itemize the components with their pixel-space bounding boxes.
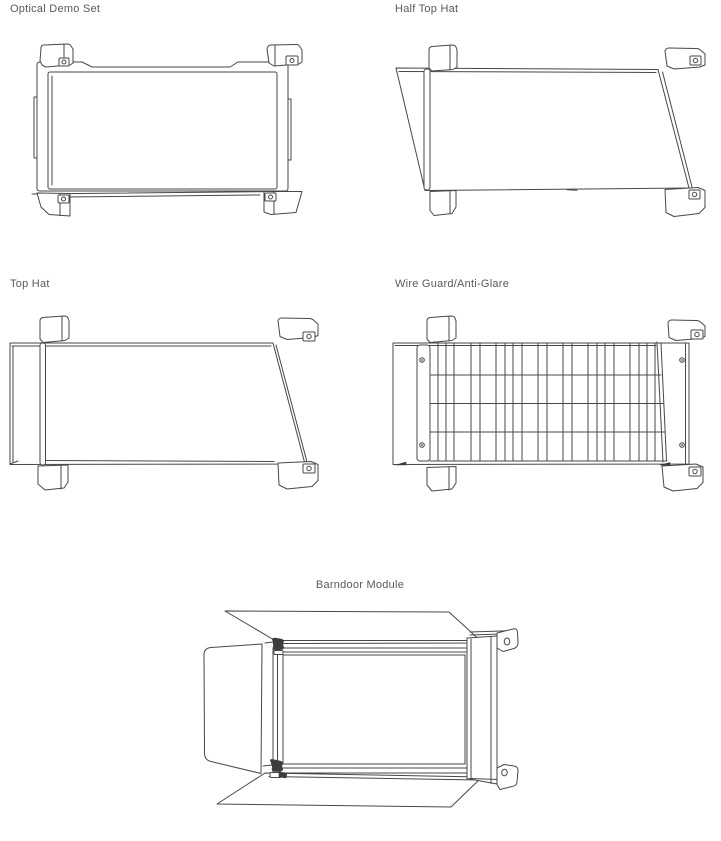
barndoor-module-drawing: [195, 596, 535, 836]
figure-barndoor-module: [0, 570, 721, 841]
figure-wire-guard: [380, 270, 721, 510]
figure-label-half-top-hat: Half Top Hat: [395, 3, 459, 15]
figure-label-wire-guard: Wire Guard/Anti-Glare: [395, 278, 510, 290]
half-top-hat-drawing: [393, 38, 715, 223]
figure-label-optical-demo-set: Optical Demo Set: [10, 3, 101, 15]
wire-guard-drawing: [390, 308, 715, 498]
figure-label-barndoor-module: Barndoor Module: [315, 579, 405, 591]
top-hat-drawing: [5, 308, 325, 498]
optical-demo-set-drawing: [8, 40, 308, 225]
figure-half-top-hat: [380, 0, 721, 240]
figure-label-top-hat: Top Hat: [10, 278, 50, 290]
figure-optical-demo-set: [0, 0, 340, 240]
figure-top-hat: [0, 270, 340, 510]
